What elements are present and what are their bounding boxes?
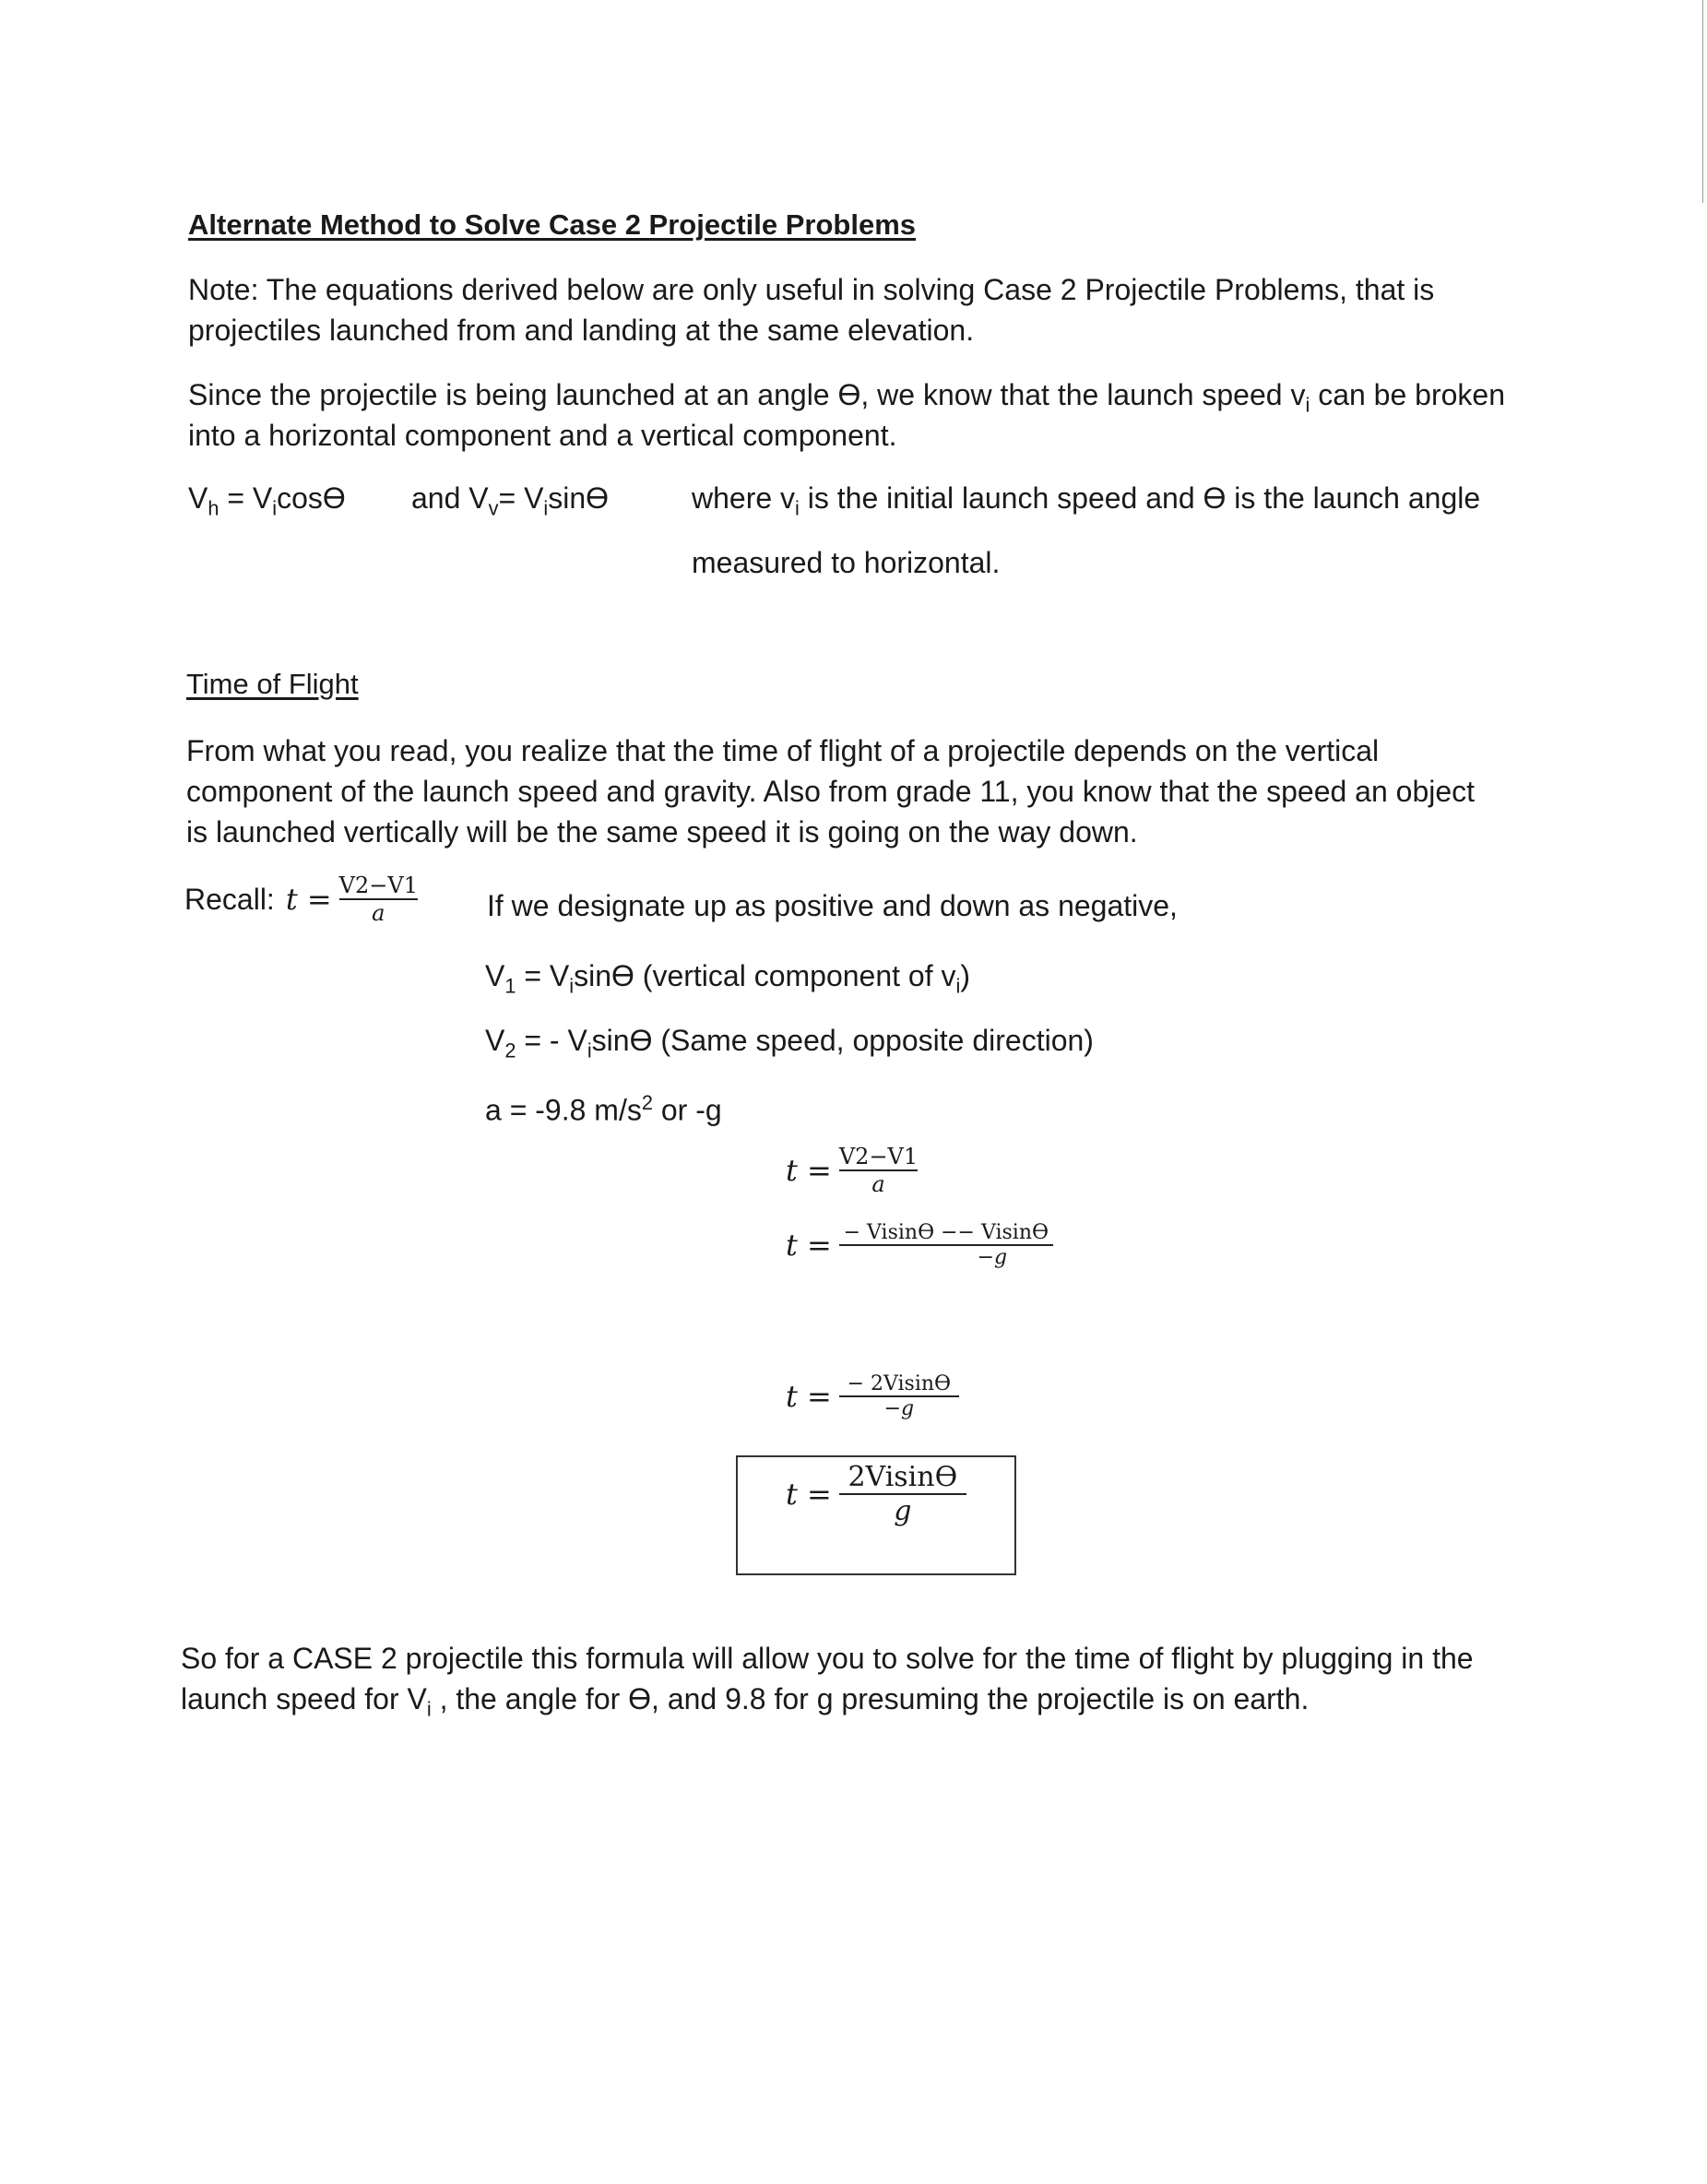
vh-equation: $V_h = V_i\cos ϴ$ bbox=[188, 481, 346, 520]
document-title: Alternate Method to Solve Case 2 Projectile Problems bbox=[188, 208, 917, 241]
recall-numerator: V2−V1 bbox=[338, 872, 418, 898]
conclusion-line-1: So for a CASE 2 projectile this formula will allow you to solve for the time of flight by plugging in the bbox=[181, 1642, 1474, 1675]
derivation-step-1-fraction: $\frac{V2-V1}{a}$ bbox=[838, 1144, 919, 1197]
note-paragraph: Note: The equations derived below are only useful in solving Case 2 Projectile Problems, that is projectiles launched from and landing at the same elevation. bbox=[188, 273, 1435, 347]
recall-label: Recall: bbox=[184, 883, 275, 916]
intro-line-2: into a horizontal component and a vertical component. bbox=[188, 419, 897, 452]
time-of-flight-paragraph: From what you read, you realize that the time of flight of a projectile depends on the vertical component of the launch speed and gravity. Also from grade 11, you know that the speed an object is launched vertically will be the same speed it is going on the way down. bbox=[186, 734, 1476, 849]
recall-denominator: a bbox=[372, 900, 385, 926]
vv-equation: and $V_v= V_i\sin ϴ$ bbox=[411, 481, 610, 520]
where-line-1: where $v_i$ is the initial launch speed and ϴ is the launch angle bbox=[692, 481, 1481, 520]
scan-edge-mark bbox=[1702, 0, 1703, 203]
section-heading-time-of-flight: Time of Flight bbox=[186, 668, 359, 700]
designate-line: If we designate up as positive and down as negative, bbox=[487, 889, 1178, 922]
v2-line: $V_2$ = - $V_i\sin ϴ$ (Same speed, opposite direction) bbox=[485, 1024, 1094, 1062]
final-fraction: $\frac{2Visinϴ}{g}$ bbox=[839, 1461, 966, 1527]
derivation-step-2: t = $\frac{- Visinϴ -- Visinϴ}{-g}$ bbox=[786, 1221, 1053, 1269]
derivation-step-1: t = $\frac{V2-V1}{a}$ bbox=[786, 1144, 919, 1197]
intro-line-1: Since the projectile is being launched at an angle ϴ, we know that the launch speed $v_i$ can be broken bbox=[188, 378, 1505, 417]
conclusion-line-2: launch speed for $V_i$ , the angle for ϴ, and 9.8 for g presuming the projectile is on earth. bbox=[181, 1682, 1310, 1721]
recall-formula bbox=[184, 872, 418, 926]
derivation-step-2-fraction: $\frac{- Visinϴ -- Visinϴ}{-g}$ bbox=[839, 1221, 1053, 1269]
acceleration-line: a = -9.8 $m/s^2$ or -g bbox=[485, 1091, 722, 1127]
derivation-step-3: t = $\frac{- 2Visinϴ}{-g}$ bbox=[786, 1372, 959, 1420]
recall-fraction bbox=[339, 872, 418, 926]
v1-line: $V_1 = V_i\sin ϴ$ (vertical component of $v_i$) bbox=[485, 959, 970, 998]
where-line-2: measured to horizontal. bbox=[692, 546, 1001, 579]
derivation-step-final: t = $\frac{2Visinϴ}{g}$ bbox=[786, 1461, 966, 1527]
recall-lhs: t = bbox=[285, 882, 332, 917]
derivation-step-3-fraction: $\frac{- 2Visinϴ}{-g}$ bbox=[839, 1372, 959, 1420]
